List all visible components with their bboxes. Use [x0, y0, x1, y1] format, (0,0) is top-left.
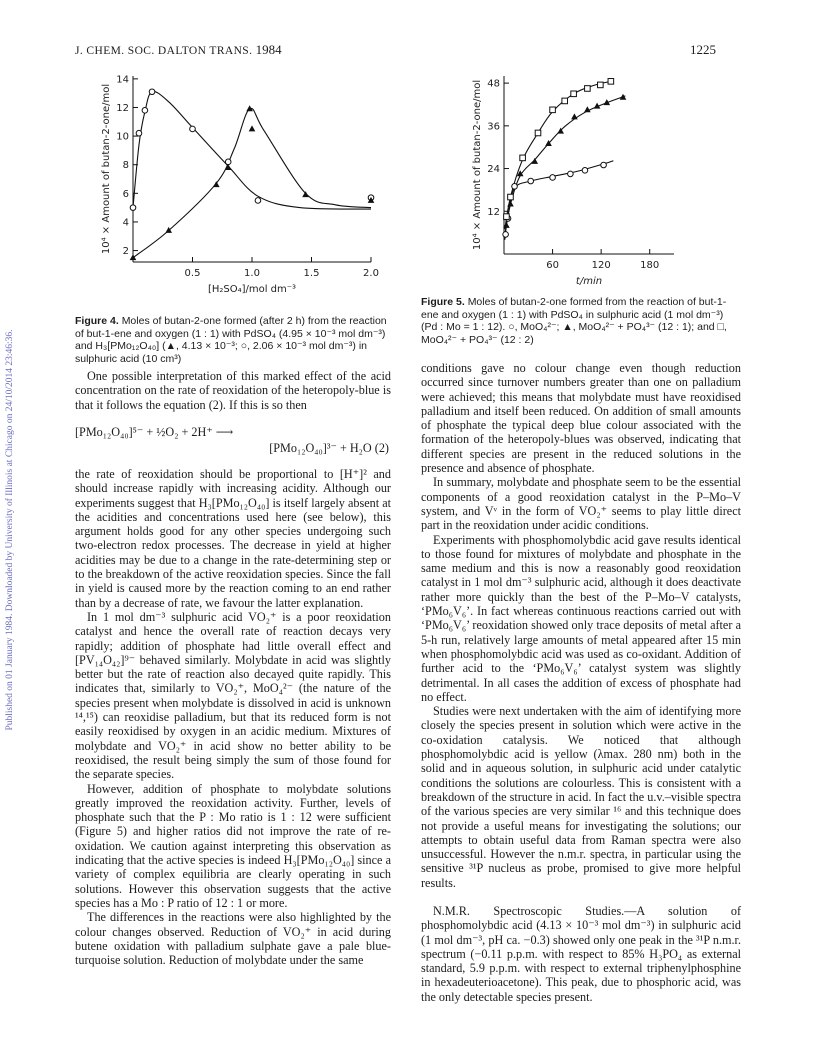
data-point-square: [504, 214, 510, 220]
x-tick-label: 60: [546, 260, 559, 271]
paragraph: The differences in the reactions were also highlighted by the colour changes observed. Reduction of VO₂⁺ in acid during butene oxidation with palladium sulphate gave a pale blue-turquoise solution. Reduction of molybdate under the same: [75, 910, 391, 968]
data-point-square: [562, 98, 568, 104]
running-header: [75, 42, 282, 58]
y-tick-label: 36: [487, 121, 500, 133]
data-point-triangle: [249, 125, 256, 131]
data-point-circle: [528, 178, 534, 184]
data-point-triangle: [584, 106, 591, 112]
data-point-circle: [512, 184, 518, 190]
data-point-triangle: [620, 94, 627, 100]
data-point-circle: [503, 232, 509, 238]
figure-5-caption-text: Moles of butan-2-one formed from the reaction of but-1-ene and oxygen (1 : 1) with PdSO₄ in sulphuric acid (1 mol dm⁻³) (Pd : Mo = 1 : 12). ○, MoO₄²⁻; ▲, MoO₄²⁻ + PO₄³⁻ (12 : 1); and □, MoO₄²⁻ + PO₄³⁻ (12 : 2): [421, 296, 727, 346]
figure-5-caption-title: Figure 5.: [421, 296, 465, 308]
figure-4-plot: [95, 70, 395, 302]
y-tick-label: 6: [122, 188, 129, 200]
paragraph: the rate of reoxidation should be proportional to [H⁺]² and should increase rapidly with increasing acidity. Although our experiments suggest that H₃[PMo₁₂O₄₀] is itself largely absent at the acidities and concentrations used here (see below), this argument holds good for any other species undergoing such two-electron redox processes. The decrease in yield at higher acidities may be due to a change in the rate-determining step or to the breakdown of the active reoxidation species. Since the fall in yield is caused more by the reaction coming to an end rather than by a decrease of rate, we favour the latter explanation.: [75, 467, 391, 610]
data-point-circle: [190, 126, 196, 132]
paragraph: However, addition of phosphate to molybdate solutions greatly improved the reoxidation activity. Further, levels of phosphate such that the P : Mo ratio is 1 : 12 were sufficient (Figure 5) and higher ratios did not improve the rate of re-oxidation. We caution against interpreting this observation as indicating that the active species is indeed H₃[PMo₁₂O₄₀] since a variety of complex equilibria are clearly operating in such solutions. However this observation suggests that the active species has a Mo : P ratio of 12 : 1 or more.: [75, 781, 391, 910]
paragraph: Studies were next undertaken with the aim of identifying more closely the species present in solution which were active in the co-oxidation catalysis. We noticed that although phosphomolybdic acid is yellow (λmax. 280 nm) both in the solid and in aqueous solution, in sulphuric acid under catalytic conditions the solutions are colourless. This is consistent with a breakdown of the structure in acid. In fact the u.v.–visible spectra of the various species are very similar ¹⁶ and this technique does not provide a useful means for investigating the solutions; our attempts to obtain useful data from Raman spectra were also unsuccessful. However the n.m.r. spectra, in particular using the sensitive ³¹P nucleus as probe, promised to give more helpful results.: [421, 704, 741, 890]
paragraph: N.M.R. Spectroscopic Studies.—A solution of phosphomolybdic acid (4.13 × 10⁻³ mol dm⁻³) in sulphuric acid (1 mol dm⁻³, pH ca. −0.3) showed only one peak in the ³¹P n.m.r. spectrum (−0.11 p.p.m. with respect to 85% H₃PO₄ as external standard, 5.9 p.p.m. with respect to external triphenylphosphine in hexadeuterioacetone). This peak, due to phosphoric acid, was the only detectable species present.: [421, 903, 741, 1004]
paragraph: conditions gave no colour change even though reduction occurred since turnover numbers greater than one on palladium were achieved; this means that molybdate must have reoxidised palladium and itself been reduced. On addition of small amounts of phosphate the typical deep blue colour associated with the formation of the heteropoly-blues was observed, indicating that different species are present in the reduced solutions in the presence and absence of phosphate.: [421, 361, 741, 476]
x-tick-label: 1.5: [303, 268, 320, 279]
figure-4-caption-title: Figure 4.: [75, 315, 119, 327]
download-watermark: [1, 180, 19, 880]
data-point-square: [535, 130, 541, 136]
figure-5-ylabel: 10⁴ × Amount of butan-2-one/mol: [472, 79, 483, 251]
y-tick-label: 24: [487, 164, 500, 176]
data-point-triangle: [531, 158, 538, 164]
equation-line-1: [PMo₁₂O₄₀]⁵⁻ + ½O₂ + 2H⁺ ⟶: [75, 425, 234, 439]
data-point-circle: [149, 89, 155, 95]
journal-year: 1984: [255, 42, 282, 57]
figure-4-ylabel: 10⁴ × Amount of butan-2-one/mol: [101, 83, 112, 255]
data-point-circle: [601, 162, 607, 168]
data-point-square: [520, 155, 526, 161]
data-point-circle: [550, 175, 556, 181]
data-point-triangle: [213, 181, 220, 187]
figure-5-plot: [474, 72, 684, 290]
y-tick-label: 8: [122, 160, 129, 172]
equation-line-2: [PMo₁₂O₄₀]³⁻ + H₂O (2): [269, 441, 389, 455]
y-tick-label: 12: [487, 206, 500, 218]
data-point-square: [608, 79, 614, 85]
data-point-circle: [142, 108, 148, 114]
figure-4-xlabel: [H₂SO₄]/mol dm⁻³: [207, 284, 297, 295]
data-point-triangle: [130, 254, 137, 260]
figure-4-caption-text: Moles of butan-2-one formed (after 2 h) from the reaction of but-1-ene and oxygen (1 : 1) with PdSO₄ (4.95 × 10⁻³ mol dm⁻³) and H₃[PMo₁₂O₄₀] (▲, 4.13 × 10⁻³; ○, 2.06 × 10⁻³ mol dm⁻³) in sulphuric acid (10 cm³): [75, 315, 387, 365]
figure-4-chart: [95, 70, 395, 302]
journal-name: J. CHEM. SOC. DALTON TRANS.: [75, 45, 253, 57]
x-tick-label: 120: [591, 260, 611, 271]
paragraph: One possible interpretation of this marked effect of the acid concentration on the rate of reoxidation of the heteropoly-blue is that it follows the equation (2). If this is so then: [75, 369, 391, 412]
x-tick-label: 1.0: [244, 268, 260, 279]
paragraph: In summary, molybdate and phosphate seem to be the essential components of a good reoxidation catalyst in the P–Mo–V system, and Vᵛ in the form of VO₂⁺ seems to play little direct part in the reoxidation under acidic conditions.: [421, 475, 741, 533]
data-point-square: [508, 194, 514, 200]
data-point-square: [598, 82, 604, 88]
data-point-circle: [136, 130, 142, 136]
figure-5-chart: [474, 72, 684, 290]
paragraph: Experiments with phosphomolybdic acid gave results identical to those found for mixtures of molybdate and phosphate in the same medium and this is now a reasonably good reoxidation catalyst in 1 mol dm⁻³ sulphuric acid, although it does deactivate rather more quickly than the best of the P–Mo–V catalysts, ‘PMo₆V₆’. In fact whereas continuous reactions carried out with ‘PMo₆V₆’ reoxidation showed only trace deposits of metal after a 5-h run, relatively large amounts of metal appeared after 15 min when phosphomolybdic acid was used as co-oxidant. Addition of further acid to the ‘PMo₆V₆’ catalyst system was slightly detrimental. In all cases the addition of excess of phosphate had no effect.: [421, 532, 741, 704]
left-column-body: [75, 467, 391, 967]
download-watermark-text: Published on 01 January 1984. Downloaded by University of Illinois at Chicago on 24/10/2014 23:46:36.: [5, 329, 15, 731]
data-point-circle: [582, 168, 588, 174]
page-number: 1225: [690, 42, 716, 57]
data-point-triangle: [507, 201, 514, 207]
data-point-square: [585, 86, 591, 92]
figure-5-xlabel: t/min: [575, 276, 603, 287]
data-point-circle: [255, 198, 261, 204]
data-point-square: [550, 107, 556, 113]
data-point-triangle: [571, 113, 578, 119]
x-tick-label: 2.0: [363, 268, 379, 279]
figure-5-caption: [421, 296, 741, 346]
data-point-circle: [225, 159, 231, 165]
data-point-triangle: [302, 191, 309, 197]
y-tick-label: 2: [122, 246, 129, 258]
data-point-square: [571, 91, 577, 97]
figure-4-caption: [75, 315, 391, 365]
left-column-top: [75, 369, 391, 412]
x-tick-label: 0.5: [184, 268, 201, 279]
y-tick-label: 10: [116, 131, 129, 143]
fitted-curve: [505, 96, 626, 235]
right-column: [421, 361, 741, 1004]
paragraph: In 1 mol dm⁻³ sulphuric acid VO₂⁺ is a poor reoxidation catalyst and hence the overall rate of reaction decays very rapidly; addition of phosphate had little overall effect and [PV₁₄O₄₂]⁹⁻ behaved similarly. Molybdate in acid was slightly better but the rate of reaction also decayed quite rapidly. This indicates that, similarly to VO₂⁺, MoO₄²⁻ (the nature of the species present when molybdate is dissolved in acid is unknown ¹⁴,¹⁵) can reoxidise palladium, but that its reduced form is not easily reoxidised by oxygen in an acidic medium. Mixtures of molybdate and VO₂⁺ in acid show no better ability to be reoxidised, the result being simply the sum of those found for the separate species.: [75, 609, 391, 782]
y-tick-label: 12: [116, 102, 129, 114]
y-tick-label: 48: [487, 78, 500, 90]
data-point-circle: [130, 205, 136, 211]
x-tick-label: 180: [640, 260, 660, 271]
y-tick-label: 14: [116, 74, 129, 86]
data-point-circle: [568, 171, 574, 177]
y-tick-label: 4: [122, 217, 129, 229]
